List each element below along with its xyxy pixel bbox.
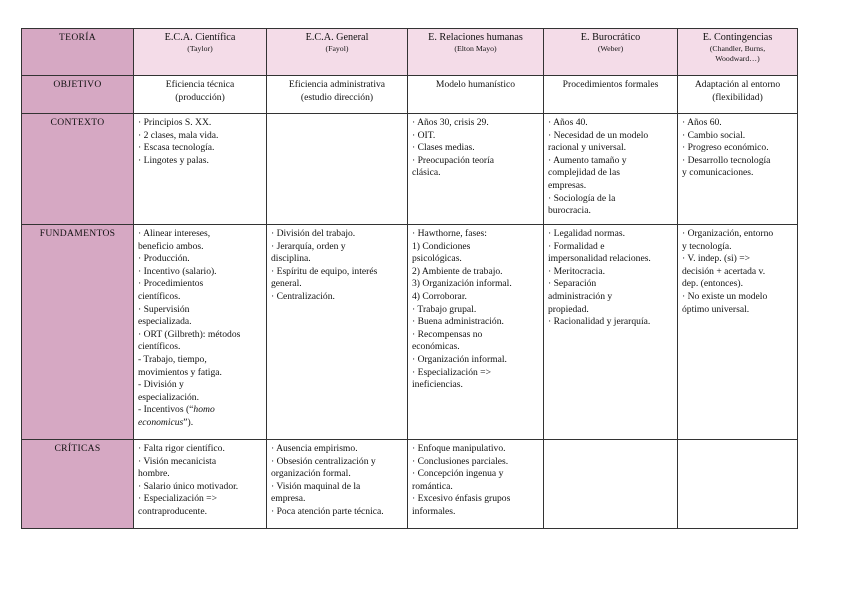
cell-line: · Necesidad de un modelo xyxy=(548,129,649,141)
column-author: Woodward…) xyxy=(715,54,760,63)
cell-fundamentos-weber xyxy=(544,225,678,440)
cell-criticas-weber xyxy=(544,440,678,529)
cell-lines xyxy=(138,228,262,404)
cell-line: especializada. xyxy=(138,316,192,328)
row-label: CRÍTICAS xyxy=(22,440,134,529)
cell-line: · Progreso económico. xyxy=(682,142,769,154)
cell-line: 3) Organización informal. xyxy=(412,278,512,290)
cell-line: · Visión maquinal de la xyxy=(271,480,361,492)
cell-line: · Años 30, crisis 29. xyxy=(412,117,489,128)
cell-objetivo-weber xyxy=(544,76,678,114)
theory-comparison-table xyxy=(21,28,798,529)
row-criticas xyxy=(22,440,798,529)
cell-line: - División y xyxy=(138,379,184,391)
row-contexto xyxy=(22,114,798,225)
column-author: (Fayol) xyxy=(325,44,349,53)
column-header-contingency xyxy=(678,29,798,76)
cell-line: disciplina. xyxy=(271,253,311,265)
cell-line: · Ausencia empirismo. xyxy=(271,443,358,454)
row-label: CONTEXTO xyxy=(22,114,134,225)
cell-line: · División del trabajo. xyxy=(271,228,356,239)
cell-line: decisión + acertada v. xyxy=(682,265,766,277)
cell-line: · Alinear intereses, xyxy=(138,228,211,239)
cell-line: clásica. xyxy=(412,167,441,179)
cell-line: Eficiencia técnica xyxy=(165,79,235,90)
cell-line: · Hawthorne, fases: xyxy=(412,228,487,239)
cell-line: general. xyxy=(271,278,302,290)
cell-line: ineficiencias. xyxy=(412,379,463,391)
cell-line: · No existe un modelo xyxy=(682,290,768,302)
cell-contexto-taylor xyxy=(134,114,267,225)
cell-line: propiedad. xyxy=(548,303,589,315)
cell-contexto-fayol xyxy=(267,114,408,225)
cell-line: · Clases medias. xyxy=(412,142,475,154)
cell-line: Modelo humanístico xyxy=(435,79,516,90)
cell-line: · Centralización. xyxy=(271,290,335,302)
cell-line: · ORT (Gilbreth): métodos xyxy=(138,328,241,340)
cell-line: · Producción. xyxy=(138,253,190,265)
cell-objetivo-fayol xyxy=(267,76,408,114)
cell-line: · Años 40. xyxy=(548,117,588,128)
cell-line: · Especialización => xyxy=(412,366,492,378)
column-name: E. Contingencias xyxy=(702,32,773,43)
incentive-line xyxy=(138,404,262,417)
cell-line: · Enfoque manipulativo. xyxy=(412,443,506,454)
cell-line: contraproducente. xyxy=(138,505,207,517)
cell-line: · Falta rigor científico. xyxy=(138,443,225,454)
cell-line: hombre. xyxy=(138,468,170,480)
cell-contexto-weber xyxy=(544,114,678,225)
row-label: FUNDAMENTOS xyxy=(22,225,134,440)
cell-line: Eficiencia administrativa xyxy=(288,79,386,90)
cell-line: (producción) xyxy=(175,91,225,103)
cell-line: 2) Ambiente de trabajo. xyxy=(412,265,503,277)
column-header-taylor xyxy=(134,29,267,76)
cell-line: · Excesivo énfasis grupos xyxy=(412,493,511,505)
cell-line: · Especialización => xyxy=(138,493,218,505)
cell-criticas-taylor xyxy=(134,440,267,529)
cell-line: Adaptación al entorno xyxy=(694,79,781,90)
cell-line: Procedimientos formales xyxy=(562,79,659,90)
cell-line: · Formalidad e xyxy=(548,240,605,252)
cell-criticas-fayol xyxy=(267,440,408,529)
column-header-weber xyxy=(544,29,678,76)
cell-line: · Obsesión centralización y xyxy=(271,455,376,467)
cell-line: · Meritocracia. xyxy=(548,265,605,277)
cell-line: científicos. xyxy=(138,290,181,302)
cell-line: económicas. xyxy=(412,341,460,353)
incentive-italic-1: homo xyxy=(193,404,215,416)
incentive-line-2 xyxy=(138,417,262,430)
cell-line: racional y universal. xyxy=(548,142,627,154)
cell-line: · Trabajo grupal. xyxy=(412,303,477,315)
header-row xyxy=(22,29,798,76)
cell-line: óptimo universal. xyxy=(682,303,750,315)
column-name: E. Relaciones humanas xyxy=(428,32,523,43)
cell-line: impersonalidad relaciones. xyxy=(548,253,651,265)
cell-line: · Incentivo (salario). xyxy=(138,265,217,277)
cell-line: 1) Condiciones xyxy=(412,240,471,252)
cell-line: beneficio ambos. xyxy=(138,240,204,252)
cell-line: (estudio dirección) xyxy=(300,91,374,103)
cell-line: · Procedimientos xyxy=(138,278,204,290)
cell-line: · Sociología de la xyxy=(548,192,616,204)
corner-cell: TEORÍA xyxy=(22,29,134,76)
column-name: E.C.A. General xyxy=(305,32,369,43)
cell-line: · Principios S. XX. xyxy=(138,117,212,128)
cell-line: · Buena administración. xyxy=(412,316,504,328)
cell-line: · 2 clases, mala vida. xyxy=(138,129,219,141)
cell-line: · Organización informal. xyxy=(412,353,507,365)
cell-line: · Aumento tamaño y xyxy=(548,154,627,166)
column-author: (Chandler, Burns, xyxy=(709,44,766,53)
cell-line: · Separación xyxy=(548,278,597,290)
cell-line: administración y xyxy=(548,290,613,302)
cell-line: · Salario único motivador. xyxy=(138,480,239,492)
column-author: (Taylor) xyxy=(187,44,213,53)
cell-line: empresas. xyxy=(548,179,587,191)
cell-line: organización formal. xyxy=(271,468,351,480)
cell-line: · Concepción ingenua y xyxy=(412,468,504,480)
cell-objetivo-mayo xyxy=(408,76,544,114)
cell-fundamentos-mayo xyxy=(408,225,544,440)
cell-line: · Legalidad normas. xyxy=(548,228,625,239)
cell-line: · Preocupación teoría xyxy=(412,154,495,166)
cell-fundamentos-taylor xyxy=(134,225,267,440)
cell-line: empresa. xyxy=(271,493,306,505)
cell-line: · Espíritu de equipo, interés xyxy=(271,265,378,277)
incentive-suffix: ”). xyxy=(183,416,194,428)
cell-contexto-mayo xyxy=(408,114,544,225)
cell-fundamentos-fayol xyxy=(267,225,408,440)
column-author: (Elton Mayo) xyxy=(454,44,497,53)
cell-line: · Poca atención parte técnica. xyxy=(271,505,384,517)
cell-line: (flexibilidad) xyxy=(712,91,763,103)
cell-line: especialización. xyxy=(138,391,199,403)
column-author: (Weber) xyxy=(597,44,624,53)
cell-line: movimientos y fatiga. xyxy=(138,366,222,378)
cell-line: romántica. xyxy=(412,480,453,492)
cell-line: dep. (entonces). xyxy=(682,278,744,290)
cell-line: informales. xyxy=(412,505,456,517)
cell-line: · Visión mecanicista xyxy=(138,455,217,467)
cell-line: 4) Corroborar. xyxy=(412,290,467,302)
cell-line: y tecnología. xyxy=(682,240,732,252)
cell-line: · Conclusiones parciales. xyxy=(412,455,509,467)
cell-contexto-contingency xyxy=(678,114,798,225)
column-header-fayol xyxy=(267,29,408,76)
row-objetivo xyxy=(22,76,798,114)
cell-criticas-contingency xyxy=(678,440,798,529)
cell-fundamentos-contingency xyxy=(678,225,798,440)
cell-objetivo-taylor xyxy=(134,76,267,114)
cell-line: complejidad de las xyxy=(548,167,620,179)
cell-criticas-mayo xyxy=(408,440,544,529)
column-name: E.C.A. Científica xyxy=(164,32,236,43)
cell-line: · Supervisión xyxy=(138,303,190,315)
cell-line: y comunicaciones. xyxy=(682,167,754,179)
cell-line: - Trabajo, tiempo, xyxy=(138,353,207,365)
cell-line: · Años 60. xyxy=(682,117,722,128)
cell-line: · Racionalidad y jerarquía. xyxy=(548,316,651,328)
cell-line: · Desarrollo tecnología xyxy=(682,154,771,166)
column-name: E. Burocrático xyxy=(580,32,641,43)
cell-line: · Cambio social. xyxy=(682,129,746,141)
cell-line: · V. indep. (si) => xyxy=(682,253,751,265)
cell-line: · Lingotes y palas. xyxy=(138,154,209,166)
cell-line: · OIT. xyxy=(412,129,436,141)
cell-line: científicos. xyxy=(138,341,181,353)
cell-line: · Jerarquía, orden y xyxy=(271,240,346,252)
cell-line: · Recompensas no xyxy=(412,328,483,340)
cell-line: · Organización, entorno xyxy=(682,228,774,239)
row-fundamentos xyxy=(22,225,798,440)
row-label: OBJETIVO xyxy=(22,76,134,114)
column-header-mayo xyxy=(408,29,544,76)
cell-line: burocracia. xyxy=(548,205,591,217)
cell-line: psicológicas. xyxy=(412,253,462,265)
incentive-italic-2: economicus xyxy=(138,416,184,428)
cell-line: · Escasa tecnología. xyxy=(138,142,215,154)
incentive-prefix: - Incentivos (“ xyxy=(138,404,194,416)
cell-objetivo-contingency xyxy=(678,76,798,114)
